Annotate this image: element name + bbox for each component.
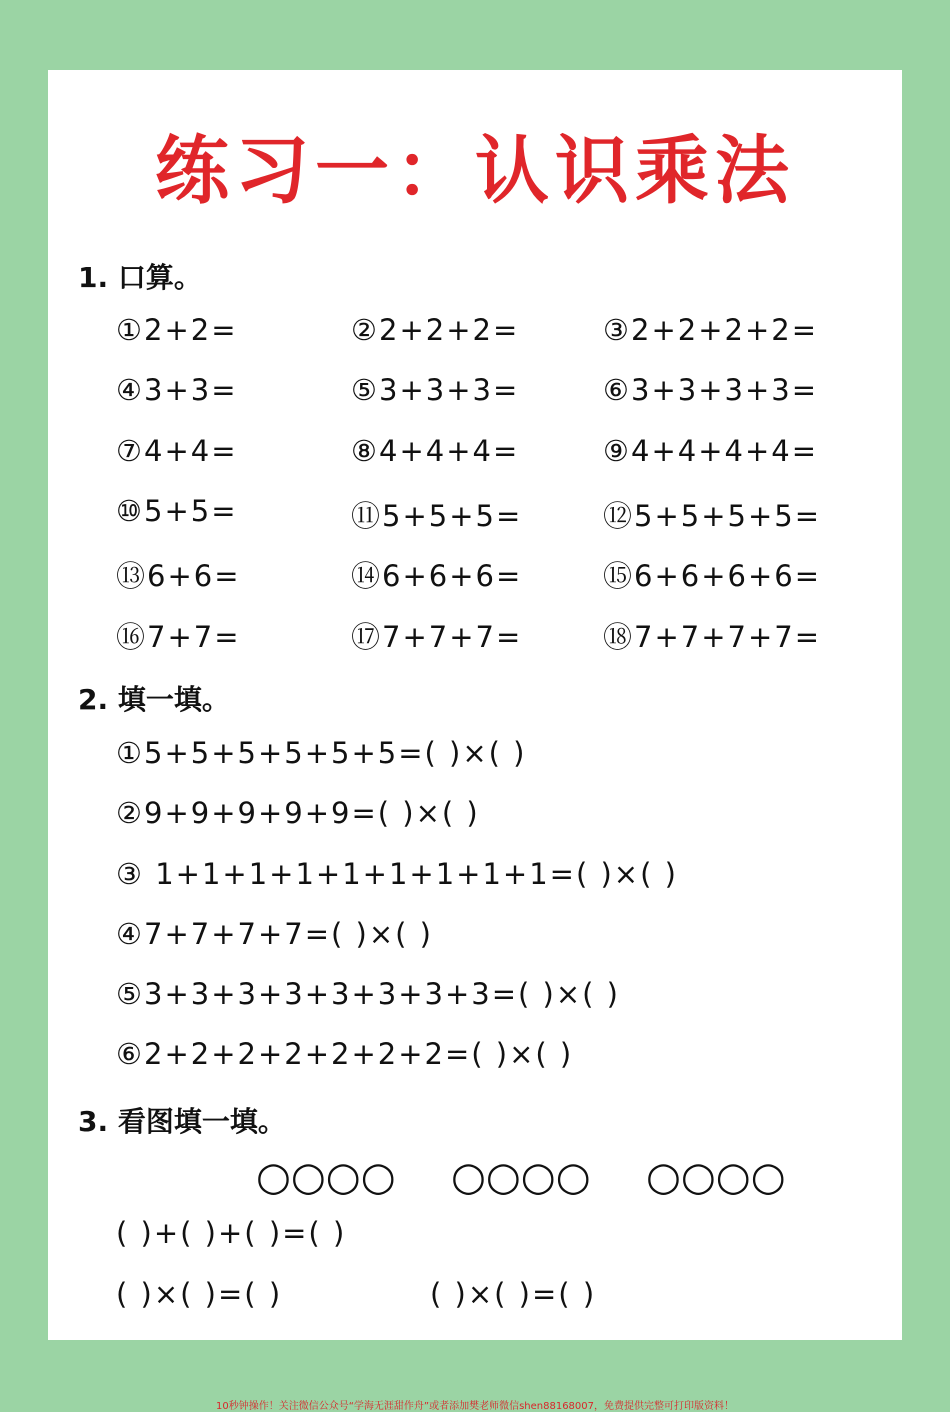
oral-calc-item: ④3+3= <box>116 373 238 407</box>
fill-item: ④7+7+7+7=( )×( ) <box>116 917 433 951</box>
oral-calc-item: ⑨4+4+4+4= <box>603 434 818 468</box>
addition-line: ( )+( )+( )=( ) <box>116 1216 347 1250</box>
oral-calc-item: ⑬6+6= <box>116 559 241 593</box>
footer-note: 10秒钟操作！关注微信公众号“学海无涯甜作舟”或者添加樊老师微信shen88168007，免费提供完整可打印版资料！ <box>215 1401 735 1412</box>
oral-calc-item: ⑰7+7+7= <box>351 620 523 654</box>
circle-group: ○○○○ <box>451 1154 591 1200</box>
oral-calc-item: ⑮6+6+6+6= <box>603 559 821 593</box>
multiplication-line-b: ( )×( )=( ) <box>430 1277 597 1311</box>
oral-calc-item: ②2+2+2= <box>351 313 520 347</box>
oral-calc-item: ①2+2= <box>116 313 238 347</box>
fill-item: ③ 1+1+1+1+1+1+1+1+1=( )×( ) <box>116 857 678 891</box>
circle-group: ○○○○ <box>646 1154 786 1200</box>
oral-calc-item: ⑩5+5= <box>116 494 238 528</box>
oral-calc-item: ⑧4+4+4= <box>351 434 520 468</box>
worksheet-title: 练习一：认识乘法 <box>155 128 795 214</box>
oral-calc-item: ⑭6+6+6= <box>351 559 523 593</box>
oral-calc-item: ⑯7+7= <box>116 620 241 654</box>
fill-item: ②9+9+9+9+9=( )×( ) <box>116 796 480 830</box>
multiplication-line-a: ( )×( )=( ) <box>116 1277 283 1311</box>
fill-item: ①5+5+5+5+5+5=( )×( ) <box>116 736 527 770</box>
fill-item: ⑤3+3+3+3+3+3+3+3=( )×( ) <box>116 977 620 1011</box>
oral-calc-item: ③2+2+2+2= <box>603 313 818 347</box>
fill-item: ⑥2+2+2+2+2+2+2=( )×( ) <box>116 1037 574 1071</box>
section2-heading: 2. 填一填。 <box>78 683 230 716</box>
circle-group: ○○○○ <box>256 1154 396 1200</box>
section3-heading: 3. 看图填一填。 <box>78 1105 286 1138</box>
section1-heading: 1. 口算。 <box>78 261 202 294</box>
oral-calc-item: ⑤3+3+3= <box>351 373 520 407</box>
oral-calc-item: ⑪5+5+5= <box>351 499 523 533</box>
oral-calc-item: ⑱7+7+7+7= <box>603 620 821 654</box>
oral-calc-item: ⑫5+5+5+5= <box>603 499 821 533</box>
oral-calc-item: ⑦4+4= <box>116 434 238 468</box>
oral-calc-item: ⑥3+3+3+3= <box>603 373 818 407</box>
